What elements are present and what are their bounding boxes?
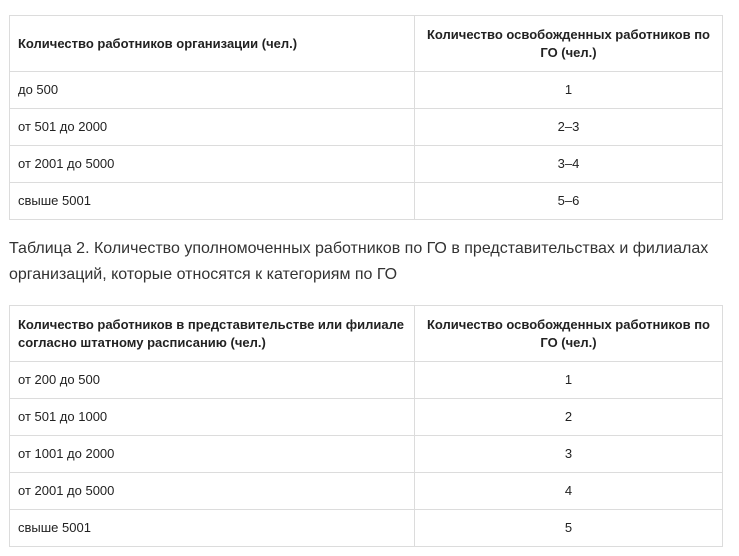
table-cell-workers: свыше 5001 — [10, 183, 415, 220]
table-cell-count: 5–6 — [415, 183, 723, 220]
table-1-header-col-2: Количество освобожденных работников по ГО (чел.) — [415, 16, 723, 72]
table-row — [10, 183, 723, 220]
table-2-header-row — [10, 306, 723, 362]
table-2-header-col-2: Количество освобожденных работников по ГО (чел.) — [415, 306, 723, 362]
table-row — [10, 510, 723, 547]
table-2-header-col-1: Количество работников в представительстве или филиале согласно штатному расписанию (чел.) — [10, 306, 415, 362]
table-cell-count: 1 — [415, 362, 723, 399]
table-cell-count: 3–4 — [415, 146, 723, 183]
table-cell-workers: от 1001 до 2000 — [10, 436, 415, 473]
table-cell-count: 1 — [415, 72, 723, 109]
table-cell-workers: от 2001 до 5000 — [10, 473, 415, 510]
table-cell-workers: до 500 — [10, 72, 415, 109]
table-1 — [9, 15, 723, 220]
table-row — [10, 362, 723, 399]
table-cell-workers: свыше 5001 — [10, 510, 415, 547]
table-2-caption: Таблица 2. Количество уполномоченных работников по ГО в представительствах и филиалах организаций, которые относятся к категориям по ГО — [9, 240, 709, 283]
table-row — [10, 436, 723, 473]
table-row — [10, 473, 723, 510]
table-cell-count: 4 — [415, 473, 723, 510]
table-2 — [9, 305, 723, 547]
table-cell-workers: от 200 до 500 — [10, 362, 415, 399]
table-1-header-col-1: Количество работников организации (чел.) — [10, 16, 415, 72]
table-cell-count: 5 — [415, 510, 723, 547]
table-cell-workers: от 2001 до 5000 — [10, 146, 415, 183]
table-row — [10, 146, 723, 183]
table-cell-count: 2 — [415, 399, 723, 436]
table-row — [10, 72, 723, 109]
table-cell-count: 2–3 — [415, 109, 723, 146]
table-cell-workers: от 501 до 1000 — [10, 399, 415, 436]
table-cell-count: 3 — [415, 436, 723, 473]
table-1-header-row — [10, 16, 723, 72]
table-row — [10, 109, 723, 146]
table-cell-workers: от 501 до 2000 — [10, 109, 415, 146]
table-row — [10, 399, 723, 436]
